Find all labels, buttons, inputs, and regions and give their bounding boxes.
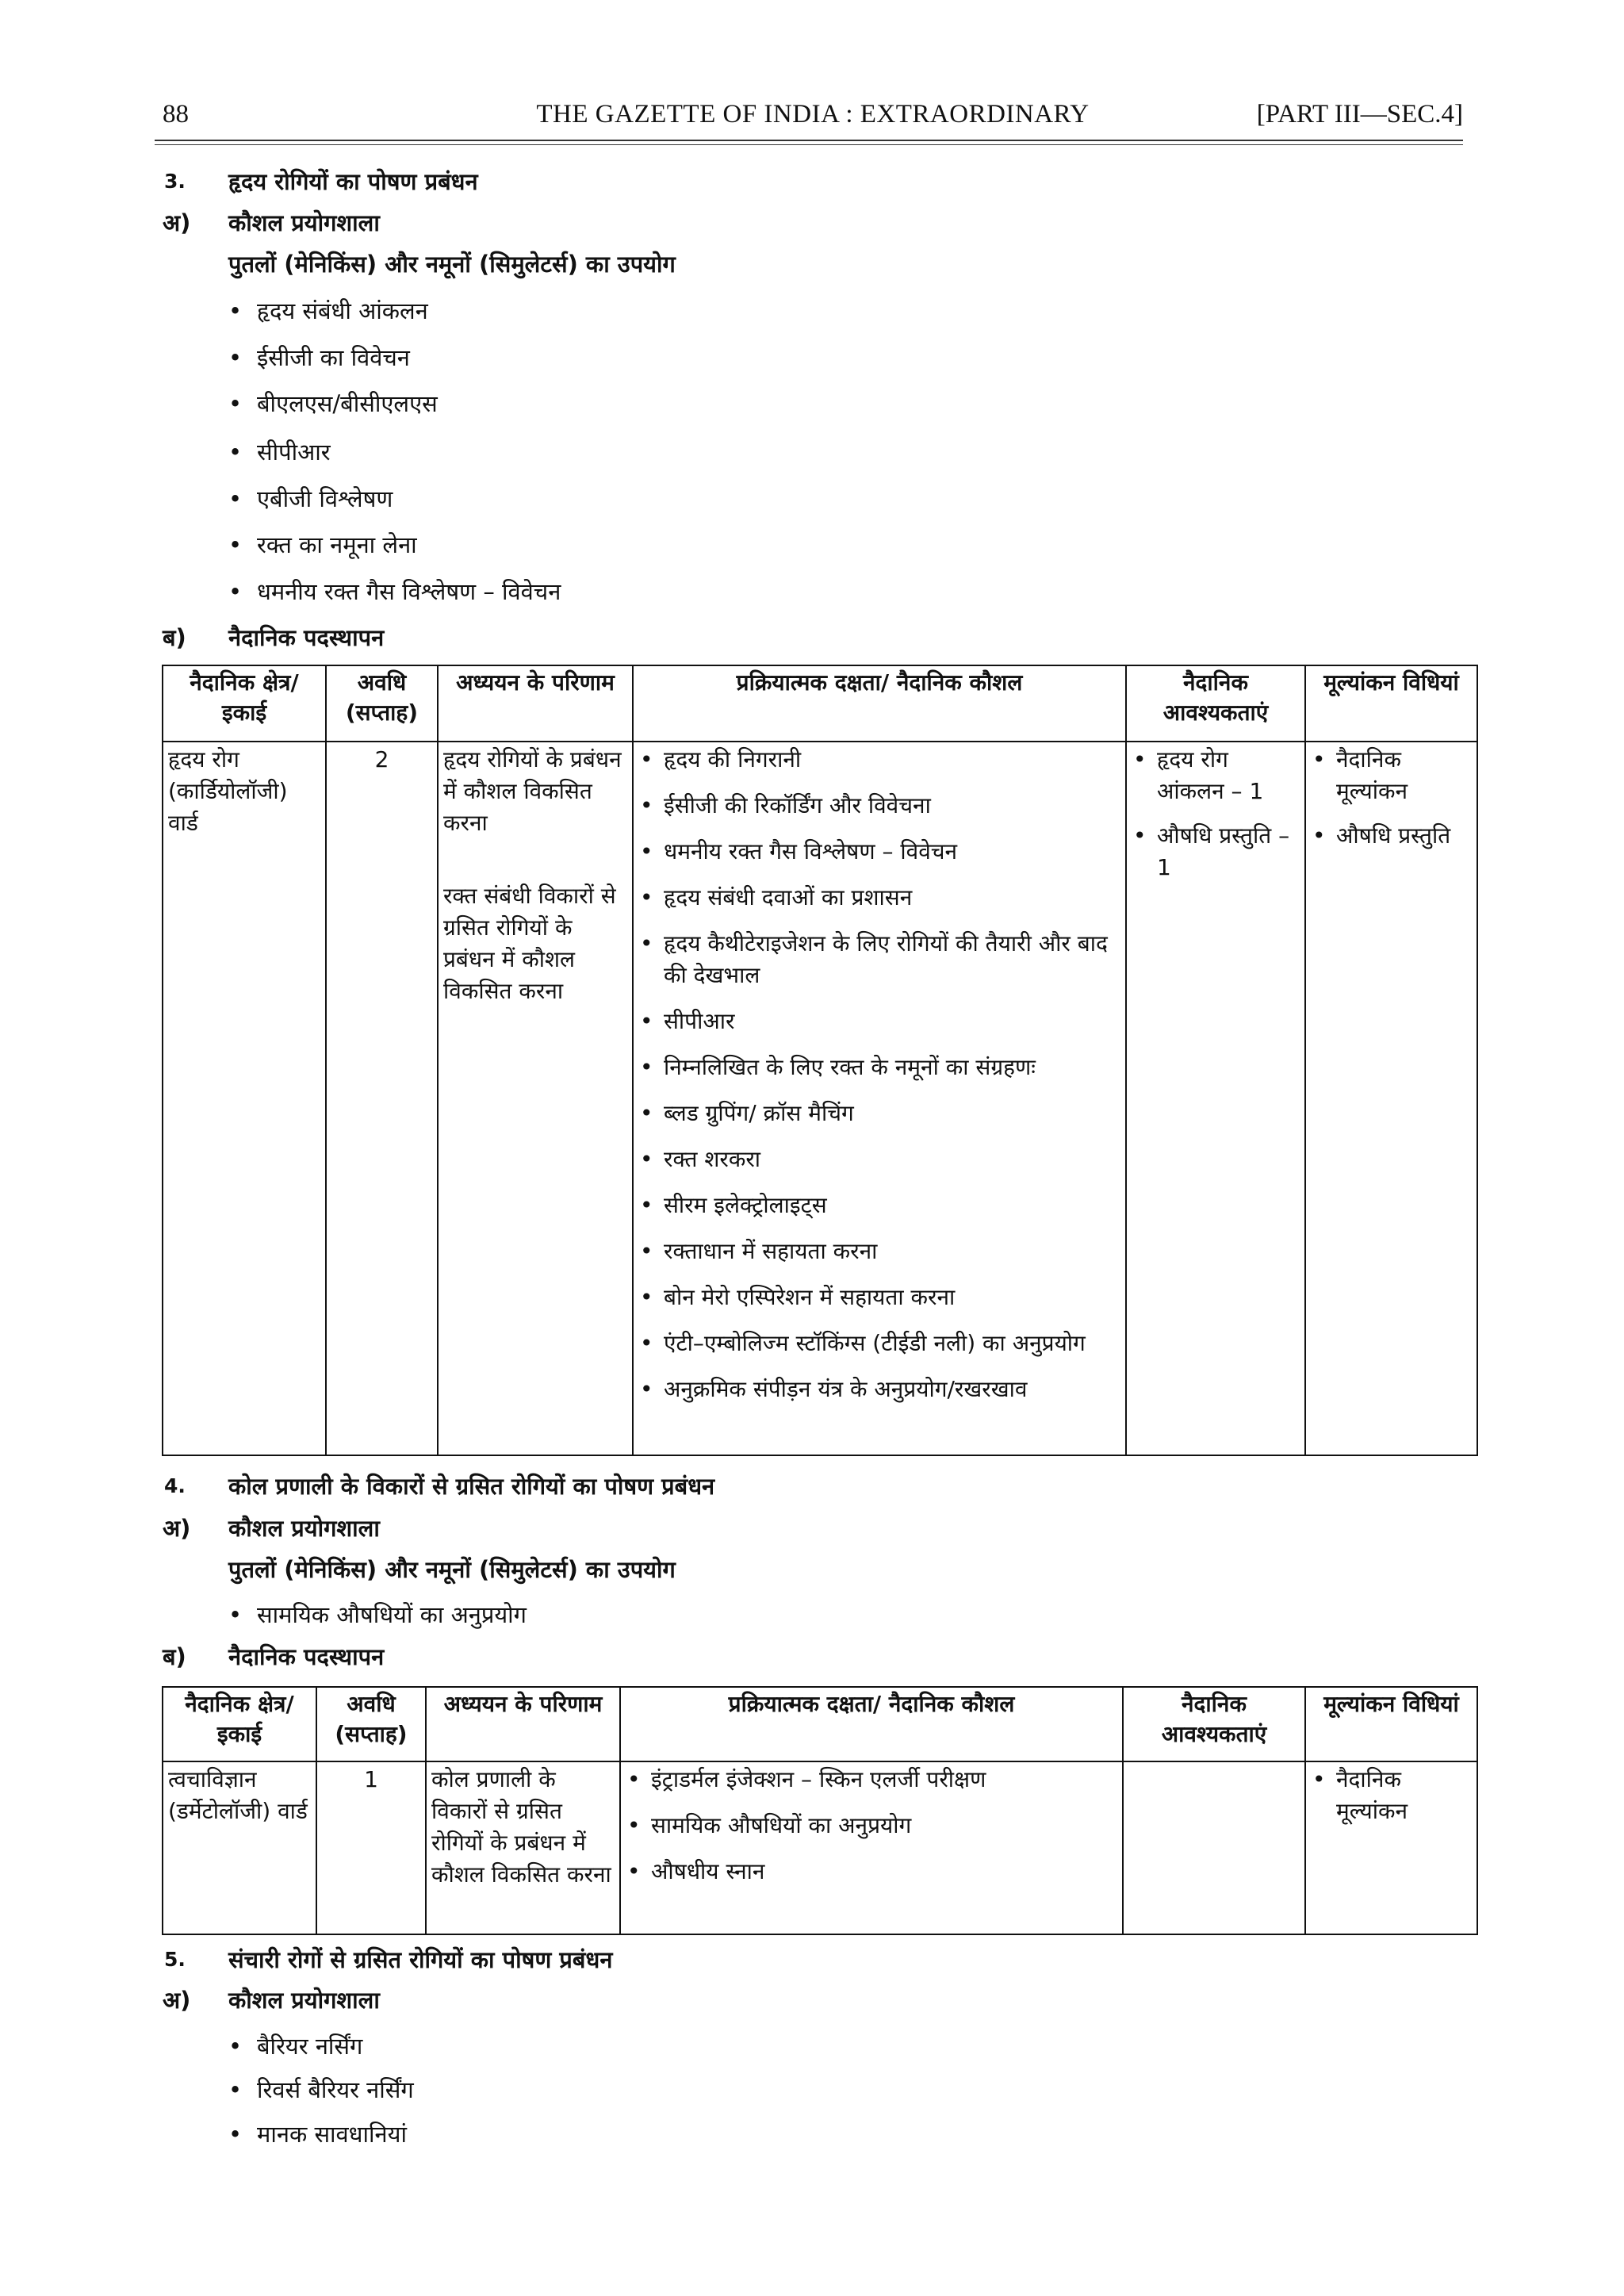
cell-requirements xyxy=(1126,742,1305,1455)
outcome-text: हृदय रोगियों के प्रबंधन में कौशल विकसित करना xyxy=(443,746,622,836)
col-header-area: नैदानिक क्षेत्र/इकाई xyxy=(163,1687,316,1761)
running-head xyxy=(163,97,1463,136)
col-header-duration: अवधि (सप्ताह) xyxy=(326,665,438,742)
bullet-icon: • xyxy=(228,1601,243,1628)
sub-label: अ) xyxy=(163,1515,191,1542)
sub-title: कौशल प्रयोगशाला xyxy=(228,1987,380,2014)
sub-label: अ) xyxy=(163,209,191,236)
list-item: • हृदय की निगरानी xyxy=(638,744,1120,776)
section-title: संचारी रोगों से ग्रसित रोगियों का पोषण प्रबंधन xyxy=(228,1946,613,1973)
list-item: • निम्नलिखित के लिए रक्त के नमूनों का संग्रहणः xyxy=(638,1052,1120,1083)
sub-label: ब) xyxy=(163,624,186,651)
list-item: • औषधि प्रस्तुति xyxy=(1311,820,1472,852)
list-item: • हृदय कैथीटेराइजेशन के लिए रोगियों की तैयारी और बाद की देखभाल xyxy=(638,928,1120,991)
list-item-text: धमनीय रक्त गैस विश्लेषण – विवेचन xyxy=(257,578,561,605)
list-item: • नैदानिक मूल्यांकन xyxy=(1311,1764,1472,1827)
list-item: • ब्लड ग्रुपिंग/ क्रॉस मैचिंग xyxy=(638,1098,1120,1129)
sub-title: नैदानिक पदस्थापन xyxy=(228,1643,385,1670)
bullet-icon: • xyxy=(228,2121,243,2148)
bullet-icon: • xyxy=(228,344,243,371)
list-item-text: रिवर्स बैरियर नर्सिंग xyxy=(257,2076,414,2103)
list-item-text: रक्त का नमूना लेना xyxy=(257,531,417,558)
list-item-text: ईसीजी का विवेचन xyxy=(257,344,410,371)
col-header-skills: प्रक्रियात्मक दक्षता/ नैदानिक कौशल xyxy=(633,665,1126,742)
bullet-icon: • xyxy=(228,2033,243,2060)
list-item-text: मानक सावधानियां xyxy=(257,2121,407,2148)
list-item: • नैदानिक मूल्यांकन xyxy=(1311,744,1472,807)
list-item: • सीरम इलेक्ट्रोलाइट्स xyxy=(638,1190,1120,1221)
table-row xyxy=(163,1761,1477,1934)
assessment-list xyxy=(1311,1764,1472,1827)
list-item: • अनुक्रमिक संपीड़न यंत्र के अनुप्रयोग/रखरखाव xyxy=(638,1374,1120,1405)
list-item-text: सामयिक औषधियों का अनुप्रयोग xyxy=(257,1601,527,1628)
cell-skills xyxy=(620,1761,1123,1934)
requirements-list xyxy=(1132,744,1300,884)
col-header-outcomes: अध्ययन के परिणाम xyxy=(438,665,633,742)
section-number: 4. xyxy=(164,1474,186,1497)
section-title: कोल प्रणाली के विकारों से ग्रसित रोगियों का पोषण प्रबंधन xyxy=(228,1473,715,1500)
col-header-assessment: मूल्यांकन विधियां xyxy=(1305,1687,1477,1761)
list-item: • एंटी–एम्बोलिज्म स्टॉकिंग्स (टीईडी नली) का अनुप्रयोग xyxy=(638,1328,1120,1359)
list-item-text: बैरियर नर्सिंग xyxy=(257,2033,363,2060)
list-item-text: बीएलएस/बीसीएलएस xyxy=(257,390,438,417)
page-number: 88 xyxy=(163,100,189,128)
cell-area: हृदय रोग (कार्डियोलॉजी) वार्ड xyxy=(163,742,326,1455)
bullet-icon: • xyxy=(228,578,243,605)
cell-assessment xyxy=(1305,1761,1477,1934)
col-header-requirements: नैदानिक आवश्यकताएं xyxy=(1126,665,1305,742)
clinical-posting-table-2 xyxy=(162,1686,1478,1935)
cell-outcomes xyxy=(438,742,633,1455)
sub-label: अ) xyxy=(163,1987,191,2014)
list-item: • बोन मेरो एस्पिरेशन में सहायता करना xyxy=(638,1282,1120,1313)
cell-assessment xyxy=(1305,742,1477,1455)
list-item: • औषधीय स्नान xyxy=(626,1856,1117,1888)
outcome-text: रक्त संबंधी विकारों से ग्रसित रोगियों के प्रबंधन में कौशल विकसित करना xyxy=(443,883,616,1004)
sub-title: नैदानिक पदस्थापन xyxy=(228,624,385,651)
col-header-duration: अवधि (सप्ताह) xyxy=(316,1687,426,1761)
list-item: • रक्त शरकरा xyxy=(638,1144,1120,1175)
gazette-title: THE GAZETTE OF INDIA : EXTRAORDINARY xyxy=(536,100,1090,128)
header-rule xyxy=(155,140,1463,141)
col-header-skills: प्रक्रियात्मक दक्षता/ नैदानिक कौशल xyxy=(620,1687,1123,1761)
subtitle-text: पुतलों (मेनिकिंस) और नमूनों (सिमुलेटर्स) का उपयोग xyxy=(228,251,676,278)
list-item-text: एबीजी विश्लेषण xyxy=(257,485,393,512)
bullet-icon: • xyxy=(228,297,243,324)
list-item: • सामयिक औषधियों का अनुप्रयोग xyxy=(626,1810,1117,1842)
list-item-text: सीपीआर xyxy=(257,439,331,466)
assessment-list xyxy=(1311,744,1472,852)
clinical-posting-table-1 xyxy=(162,665,1478,1456)
cell-duration: 1 xyxy=(316,1761,426,1934)
bullet-icon: • xyxy=(228,485,243,512)
skills-list xyxy=(638,744,1120,1405)
bullet-icon: • xyxy=(228,439,243,466)
section-number: 5. xyxy=(164,1948,186,1971)
skills-list xyxy=(626,1764,1117,1888)
list-item: • हृदय रोग आंकलन – 1 xyxy=(1132,744,1300,807)
list-item: • ईसीजी की रिकॉर्डिंग और विवेचना xyxy=(638,790,1120,822)
list-item-text: हृदय संबंधी आंकलन xyxy=(257,297,428,324)
section-title: हृदय रोगियों का पोषण प्रबंधन xyxy=(228,168,478,195)
list-item: • धमनीय रक्त गैस विश्लेषण – विवेचन xyxy=(638,836,1120,868)
sub-title: कौशल प्रयोगशाला xyxy=(228,1515,380,1542)
list-item: • औषधि प्रस्तुति – 1 xyxy=(1132,820,1300,884)
cell-duration: 2 xyxy=(326,742,438,1455)
sub-label: ब) xyxy=(163,1643,186,1670)
cell-skills xyxy=(633,742,1126,1455)
subtitle-text: पुतलों (मेनिकिंस) और नमूनों (सिमुलेटर्स) का उपयोग xyxy=(228,1556,676,1583)
bullet-icon: • xyxy=(228,531,243,558)
table-row xyxy=(163,742,1477,1455)
list-item: • सीपीआर xyxy=(638,1006,1120,1037)
bullet-icon: • xyxy=(228,390,243,417)
bullet-icon: • xyxy=(228,2076,243,2103)
sub-title: कौशल प्रयोगशाला xyxy=(228,209,380,236)
cell-requirements xyxy=(1123,1761,1305,1934)
col-header-area: नैदानिक क्षेत्र/इकाई xyxy=(163,665,326,742)
header-rule xyxy=(155,144,1463,145)
section-number: 3. xyxy=(164,170,186,193)
col-header-requirements: नैदानिक आवश्यकताएं xyxy=(1123,1687,1305,1761)
col-header-outcomes: अध्ययन के परिणाम xyxy=(426,1687,620,1761)
spacer xyxy=(443,839,627,880)
col-header-assessment: मूल्यांकन विधियां xyxy=(1305,665,1477,742)
list-item: • इंट्राडर्मल इंजेक्शन – स्किन एलर्जी परीक्षण xyxy=(626,1764,1117,1796)
table-header-row xyxy=(163,665,1477,742)
table-header-row xyxy=(163,1687,1477,1761)
cell-outcomes: कोल प्रणाली के विकारों से ग्रसित रोगियों के प्रबंधन में कौशल विकसित करना xyxy=(426,1761,620,1934)
cell-area: त्वचाविज्ञान (डर्मेटोलॉजी) वार्ड xyxy=(163,1761,316,1934)
part-section: [PART III—SEC.4] xyxy=(1256,100,1463,128)
list-item: • हृदय संबंधी दवाओं का प्रशासन xyxy=(638,882,1120,914)
list-item: • रक्ताधान में सहायता करना xyxy=(638,1236,1120,1267)
